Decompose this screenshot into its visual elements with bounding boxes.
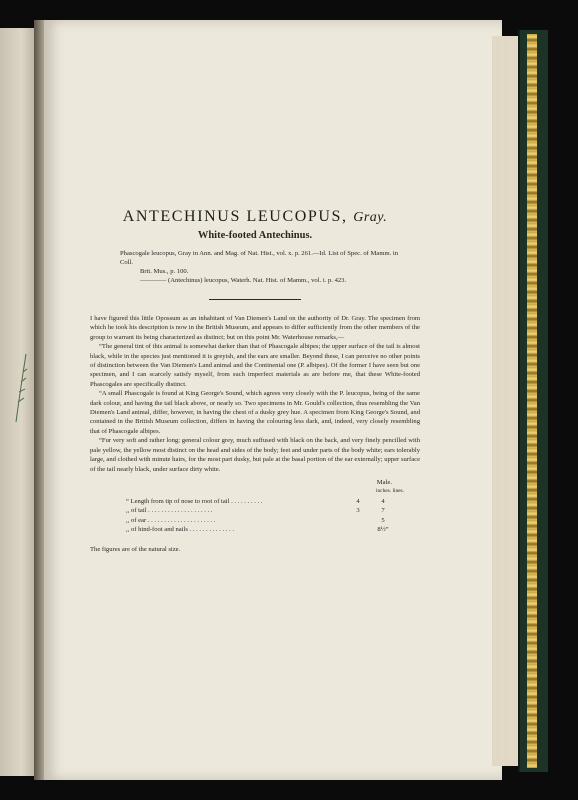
measurement-label: ,, of tail . . . . . . . . . . . . . . . . . . . . bbox=[126, 507, 213, 515]
paragraph: I have figured this little Opossum as an inhabitant of Van Diemen's Land on the authority of Dr. Gray. The specimen from which he took his description is now in the British Museum, and appears to differ sufficiently from the other members of the group to warrant its being characterized as distinct; but on this point Mr. Waterhouse remarks,— bbox=[90, 315, 420, 341]
section-divider bbox=[209, 299, 301, 300]
measurement-row bbox=[90, 497, 420, 506]
species-title bbox=[90, 208, 420, 226]
measurement-lines: 8½” bbox=[377, 525, 389, 533]
species-name: ANTECHINUS LEUCOPUS, bbox=[122, 208, 348, 225]
page-content bbox=[90, 196, 420, 553]
synonym-line: Phascogale leucopus, Gray in Ann. and Mag. of Nat. Hist., vol. x. p. 261.—Id. List of Spec. of Mamm. in Coll. bbox=[120, 250, 398, 266]
measurement-inches bbox=[346, 516, 370, 525]
facing-page-edge bbox=[0, 28, 36, 776]
measurement-row bbox=[90, 516, 420, 525]
page-stack-edge bbox=[492, 36, 520, 766]
measurement-inches: 3 bbox=[356, 507, 360, 515]
figure-note: The figures are of the natural size. bbox=[90, 546, 181, 554]
synonym-line: Brit. Mus., p. 100. bbox=[140, 268, 189, 275]
measurement-lines: 7 bbox=[381, 507, 385, 515]
unit-inches: inches. bbox=[375, 488, 392, 495]
paragraph: “A small Phascogale is found at King George's Sound, which agrees very closely with the P. leucopus, being of the same dark colour, and having the tail black above, or nearly so. Two specimens in Mr. Gould's collection, thus resembling the Van Diemen's Land animal, differ, however, in having the chest of a dusky grey hue. A specimen from King George's Sound, and contained in the British Museum collection, differs in having the colouring less dark, and, indeed, very closely resembling that of Phascogale albipes. bbox=[90, 390, 420, 435]
measurement-row bbox=[90, 506, 420, 515]
gilt-edge bbox=[527, 34, 537, 768]
measurement-label: ,, of ear . . . . . . . . . . . . . . . . . . . . . bbox=[126, 516, 216, 524]
paragraph: “The general tint of this animal is somewhat darker than that of Phascogale albipes; the upper surface of the tail is almost black, while in the species just mentioned it is greyish, and the ears are smaller. Beyond these, I can perceive no other points of distinction between the Van Diemen's Land animal and the Continental one (P. albipes). Of the former I have seen but one specimen, and I can scarcely satisfy myself, from such imperfect materials as are before me, that these White-footed Phascogales are specifically distinct. bbox=[90, 343, 420, 388]
synonym-line: ———— (Antechinus) leucopus, Waterh. Nat. Hist. of Mamm., vol. i. p. 423. bbox=[140, 277, 347, 284]
measurement-inches: 4 bbox=[356, 497, 360, 505]
measurement-lines: 4 bbox=[381, 497, 385, 505]
measurements-header: Male. bbox=[376, 478, 392, 486]
measurements-table bbox=[90, 478, 420, 534]
measurement-row bbox=[90, 525, 420, 534]
synonymy bbox=[120, 249, 408, 285]
paragraph: “Fur very soft and rather long; general colour grey, much suffused with black on the back, and very finely pencilled with pale yellow, the yellow most distinct on the head and sides of the body; feet and under parts of the body white; ears tolerably large, and clothed with minute hairs, for the most part dusky, but pale at the basal portion of the ear externally; upper surface of the tail nearly black, under surface dirty white. bbox=[90, 437, 420, 473]
measurements-units bbox=[90, 487, 420, 496]
measurement-lines: 5 bbox=[381, 516, 385, 524]
common-name: White-footed Antechinus. bbox=[197, 230, 313, 241]
species-authority: Gray. bbox=[353, 210, 388, 225]
measurement-label: ,, of hind-foot and nails . . . . . . . . . . . . . . bbox=[126, 525, 235, 533]
unit-lines: lines. bbox=[392, 488, 404, 495]
measurement-label: “ Length from tip of nose to root of tail . . . . . . . . . . bbox=[126, 497, 263, 505]
measurement-inches bbox=[346, 525, 370, 534]
plant-illustration-fragment bbox=[14, 352, 28, 422]
